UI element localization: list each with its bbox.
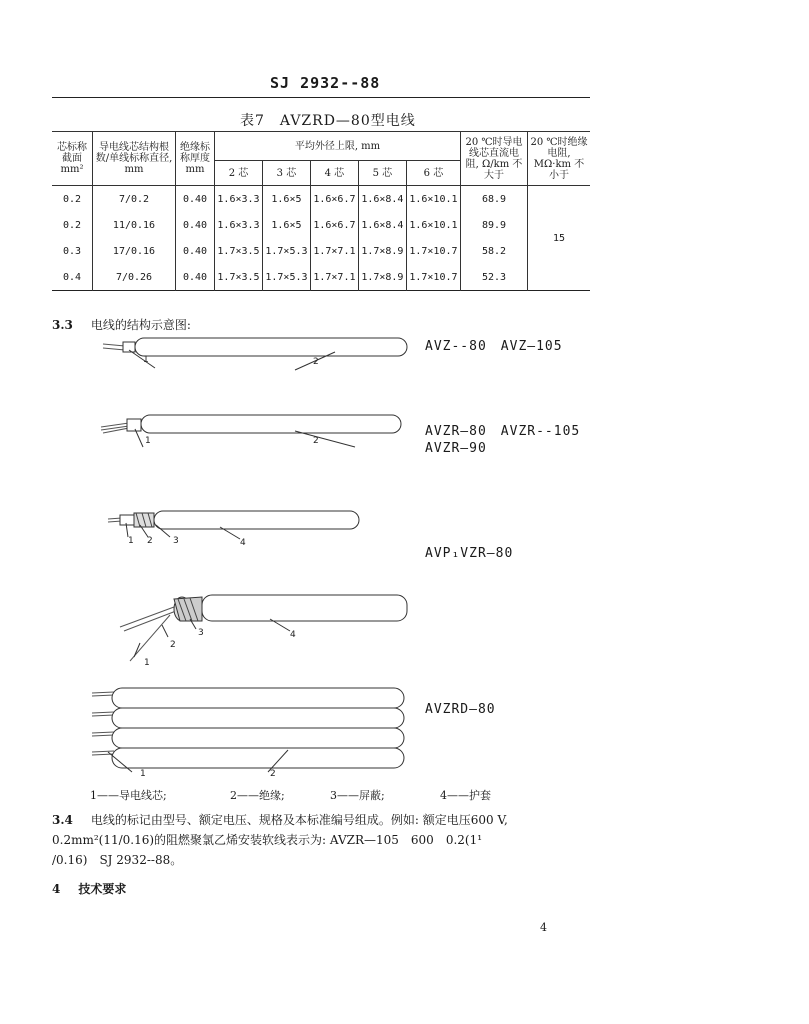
- header-mean-diameter: 平均外径上限, mm: [215, 132, 461, 161]
- label-2: 2: [170, 640, 176, 650]
- cell-resistance: 89.9: [461, 212, 528, 238]
- cell-d2: 1.6×3.3: [215, 186, 263, 213]
- section-3-4-line-1: [52, 810, 600, 830]
- table-row: [52, 238, 590, 264]
- cell-d3: 1.6×5: [262, 212, 310, 238]
- table-row: [52, 212, 590, 238]
- model-avp1vzr: AVP₁VZR—80: [425, 546, 514, 561]
- conductor-strands: [101, 423, 129, 433]
- cell-conductor: 11/0.16: [93, 212, 176, 238]
- header-core-4: 4 芯: [310, 161, 358, 186]
- conductor-strand: [103, 348, 125, 350]
- cell-section: 0.3: [62, 245, 82, 257]
- header-core-5: 5 芯: [358, 161, 406, 186]
- wire-diagram-avzrd: [88, 680, 418, 780]
- cell-d6: 1.6×10.1: [406, 212, 460, 238]
- label-1: 1: [144, 658, 150, 668]
- conductor-core: [127, 419, 141, 431]
- table-row: [52, 186, 590, 213]
- cell-section: 0.2: [62, 193, 82, 205]
- cell-conductor: 7/0.2: [93, 186, 176, 213]
- cell-d5: 1.6×8.4: [358, 186, 406, 213]
- label-4: 4: [290, 630, 296, 640]
- label-2: 2: [313, 436, 319, 446]
- page-number: 4: [540, 921, 547, 934]
- model-avzr: AVZR—80 AVZR--105: [425, 424, 581, 439]
- cell-insulation-resistance: 15: [528, 186, 591, 291]
- wire-diagram-avzr: [95, 405, 425, 455]
- cell-d4: 1.7×7.1: [310, 238, 358, 264]
- label-1: 1: [145, 436, 151, 446]
- cell-d4: 1.6×6.7: [310, 212, 358, 238]
- cell-d6: 1.7×10.7: [406, 264, 460, 291]
- cell-d3: 1.6×5: [262, 186, 310, 213]
- header-core-6: 6 芯: [406, 161, 460, 186]
- section-number: 3.4: [52, 813, 73, 827]
- header-core-2: 2 芯: [215, 161, 263, 186]
- cell-d5: 1.7×8.9: [358, 264, 406, 291]
- cell-d2: 1.7×3.5: [215, 238, 263, 264]
- cell-d5: 1.6×8.4: [358, 212, 406, 238]
- cell-insulation: 0.40: [176, 264, 215, 291]
- sheath-body: [202, 595, 407, 621]
- legend-insulation: 2——绝缘;: [230, 789, 285, 802]
- section-4-heading: [52, 880, 126, 897]
- label-2: 2: [147, 536, 153, 546]
- sheath-body: [154, 511, 359, 529]
- label-1: 1: [128, 536, 134, 546]
- cell-resistance: 52.3: [461, 264, 528, 291]
- section-number: 4: [52, 882, 61, 896]
- table-caption: 表7 AVZRD—80型电线: [240, 113, 416, 129]
- cell-insulation: 0.40: [176, 186, 215, 213]
- header-conductor: 导电线芯结构根数/单线标称直径, mm: [93, 132, 176, 186]
- leader-line: [135, 429, 143, 447]
- cell-d5: 1.7×8.9: [358, 238, 406, 264]
- section-3-4-line-2: 0.2mm²(11/0.16)的阻燃聚氯乙烯安装软线表示为: AVZR—105 600 0.2(1¹: [52, 833, 483, 847]
- section-number: 3.3: [52, 318, 73, 332]
- label-3: 3: [173, 536, 179, 546]
- cell-section: 0.4: [62, 271, 82, 283]
- legend-conductor: 1——导电线芯;: [90, 789, 167, 802]
- cell-resistance: 68.9: [461, 186, 528, 213]
- section-title: 电线的结构示意图:: [90, 318, 191, 332]
- cell-resistance: 58.2: [461, 238, 528, 264]
- cell-conductor: 17/0.16: [93, 238, 176, 264]
- cell-d2: 1.7×3.5: [215, 264, 263, 291]
- section-text: 电线的标记由型号、额定电压、规格及本标准编号组成。例如: 额定电压600 V,: [90, 813, 508, 827]
- label-2: 2: [313, 357, 319, 367]
- cell-insulation: 0.40: [176, 212, 215, 238]
- cell-d2: 1.6×3.3: [215, 212, 263, 238]
- cell-insulation: 0.40: [176, 238, 215, 264]
- cell-d3: 1.7×5.3: [262, 264, 310, 291]
- header-insulation-resistance: 20 ℃时绝缘电阻, MΩ·km 不小于: [528, 132, 591, 186]
- wire-diagram-shielded: [110, 585, 420, 670]
- label-3: 3: [198, 628, 204, 638]
- cell-d6: 1.7×10.7: [406, 238, 460, 264]
- flat-cable-cores: [92, 688, 404, 768]
- conductor-strand: [103, 344, 125, 346]
- header-nominal-section: 芯标称截面 mm²: [52, 132, 93, 186]
- insulation-body: [141, 415, 401, 433]
- spec-table: [52, 131, 590, 291]
- cell-section: 0.2: [62, 219, 82, 231]
- label-2: 2: [270, 769, 276, 779]
- table-row: [52, 264, 590, 291]
- conductor-core: [120, 515, 134, 525]
- model-avzrd: AVZRD—80: [425, 702, 496, 717]
- wire-diagram-avz: [95, 330, 425, 380]
- legend-shield: 3——屏蔽;: [330, 789, 385, 802]
- header-core-3: 3 芯: [262, 161, 310, 186]
- section-title: 技术要求: [78, 882, 127, 896]
- standard-code: SJ 2932--88: [270, 74, 381, 92]
- section-3-4: [52, 810, 600, 870]
- section-3-4-line-3: /0.16) SJ 2932--88。: [52, 853, 183, 867]
- cell-d4: 1.6×6.7: [310, 186, 358, 213]
- label-1: 1: [143, 355, 149, 365]
- cell-d4: 1.7×7.1: [310, 264, 358, 291]
- leader-line: [162, 625, 168, 637]
- header-rule: [52, 97, 590, 98]
- wire-diagram-avp1vzr: [100, 505, 370, 550]
- legend-sheath: 4——护套: [440, 789, 491, 802]
- conductor-strands: [120, 607, 176, 661]
- cell-conductor: 7/0.26: [93, 264, 176, 291]
- header-insulation: 绝缘标称厚度 mm: [176, 132, 215, 186]
- cell-d6: 1.6×10.1: [406, 186, 460, 213]
- cell-d3: 1.7×5.3: [262, 238, 310, 264]
- model-avzr-90: AVZR—90: [425, 441, 487, 456]
- label-1: 1: [140, 769, 146, 779]
- model-avz: AVZ--80 AVZ—105: [425, 339, 563, 354]
- insulation-body: [135, 338, 407, 356]
- header-resistance: 20 ℃时导电线芯直流电阻, Ω/km 不大于: [461, 132, 528, 186]
- label-4: 4: [240, 538, 246, 548]
